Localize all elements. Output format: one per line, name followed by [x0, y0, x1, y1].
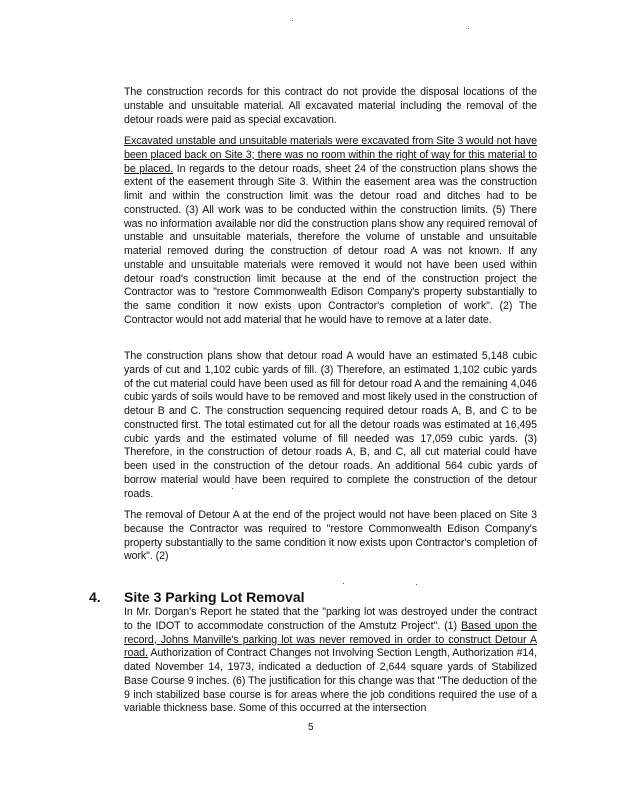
- paragraph-detour-a-removal: [124, 509, 537, 564]
- scan-speck: [468, 28, 469, 29]
- paragraph-text: [124, 135, 537, 328]
- text-segment: The construction plans show that detour road A would have an estimated 5,148 cubic yards of cut and 1,102 cubic yards of fill. (3) Therefore, an estimated 1,102 cubic yards of the cut material could have been used as fill for detour road A and the remaining 4,046 cubic yards of soils would have to be removed and most likely used in the construction of detour B and C. The construction sequencing required detour roads A, B, and C to be constructed first. The total estimated cut for all the detour roads was estimated at 16,495 cubic yards and the estimated volume of fill needed was 17,059 cubic yards. (3) Therefore, in the construction of detour roads A, B, and C, all cut material could have been used in the construction of the detour roads. An additional 564 cubic yards of borrow material would have been required to complete the construction of the detour roads.: [124, 350, 537, 500]
- underlined-statement: Excavated unstable and unsuitable materials were excavated from Site 3 would not have been placed back on Site 3; there was no room within the right of way for this material to be placed.: [124, 135, 537, 175]
- text-segment: The construction records for this contract do not provide the disposal locations of the unstable and unsuitable material. All excavated material including the removal of the detour roads were paid as special excavation.: [124, 86, 537, 126]
- page-number: 5: [308, 722, 314, 733]
- paragraph-text: [124, 509, 537, 564]
- paragraph-text: [124, 86, 537, 127]
- text-segment: In Mr. Dorgan's Report he stated that the "parking lot was destroyed under the contract to the IDOT to accommodate construction of the Amstutz Project". (1): [124, 606, 537, 632]
- section-heading: Site 3 Parking Lot Removal: [124, 589, 305, 605]
- paragraph-cut-fill-estimates: [124, 350, 537, 501]
- text-segment: Authorization of Contract Changes not Involving Section Length, Authorization #14, dated November 14, 1973, indicated a deduction of 2,644 square yards of Stabilized Base Course 9 inches. (6) The justification for this change was that "The deduction of the 9 inch stabilized base course is for areas where the job conditions required the use of a variable thickness base. Some of this occurred at the intersection: [124, 647, 537, 715]
- scan-speck: [343, 583, 344, 584]
- text-segment: The removal of Detour A at the end of the project would not have been placed on Site 3 because the Contractor was required to "restore Commonwealth Edison Company's property substantially to the same condition it now exists upon Contractor's completion of work". (2): [124, 509, 537, 563]
- scan-speck: [232, 488, 233, 489]
- paragraph-excavated-materials: [124, 135, 537, 328]
- underlined-statement: Based upon the record, Johns Manville's parking lot was never removed in order to construct Detour A road.: [124, 619, 537, 660]
- scan-speck: [292, 20, 293, 21]
- text-segment: In regards to the detour roads, sheet 24 of the construction plans shows the extent of the easement through Site 3. Within the easement area was the construction limit and within the construction limit was the detour road and ditches had to be constructed. (3) All work was to be conducted within the construction limits. (5) There was no information available nor did the construction plans show any required removal of unstable and unsuitable materials, therefore the volume of unstable and unsuitable material removed during the construction of detour road A was not known. If any unstable and unsuitable materials were removed it would not have been used within detour road's construction limit because at the end of the construction project the Contractor was to "restore Commonwealth Edison Company's property substantially to the same condition it now exists upon Contractor's completion of work". (2) The Contractor would not add material that he would have to remove at a later date.: [124, 162, 537, 326]
- paragraph-parking-lot: [124, 606, 537, 716]
- scan-speck: [416, 584, 417, 585]
- paragraph-text: [124, 350, 537, 501]
- section-number: 4.: [89, 589, 101, 605]
- paragraph-text: [124, 606, 537, 716]
- paragraph-disposal-records: [124, 86, 537, 127]
